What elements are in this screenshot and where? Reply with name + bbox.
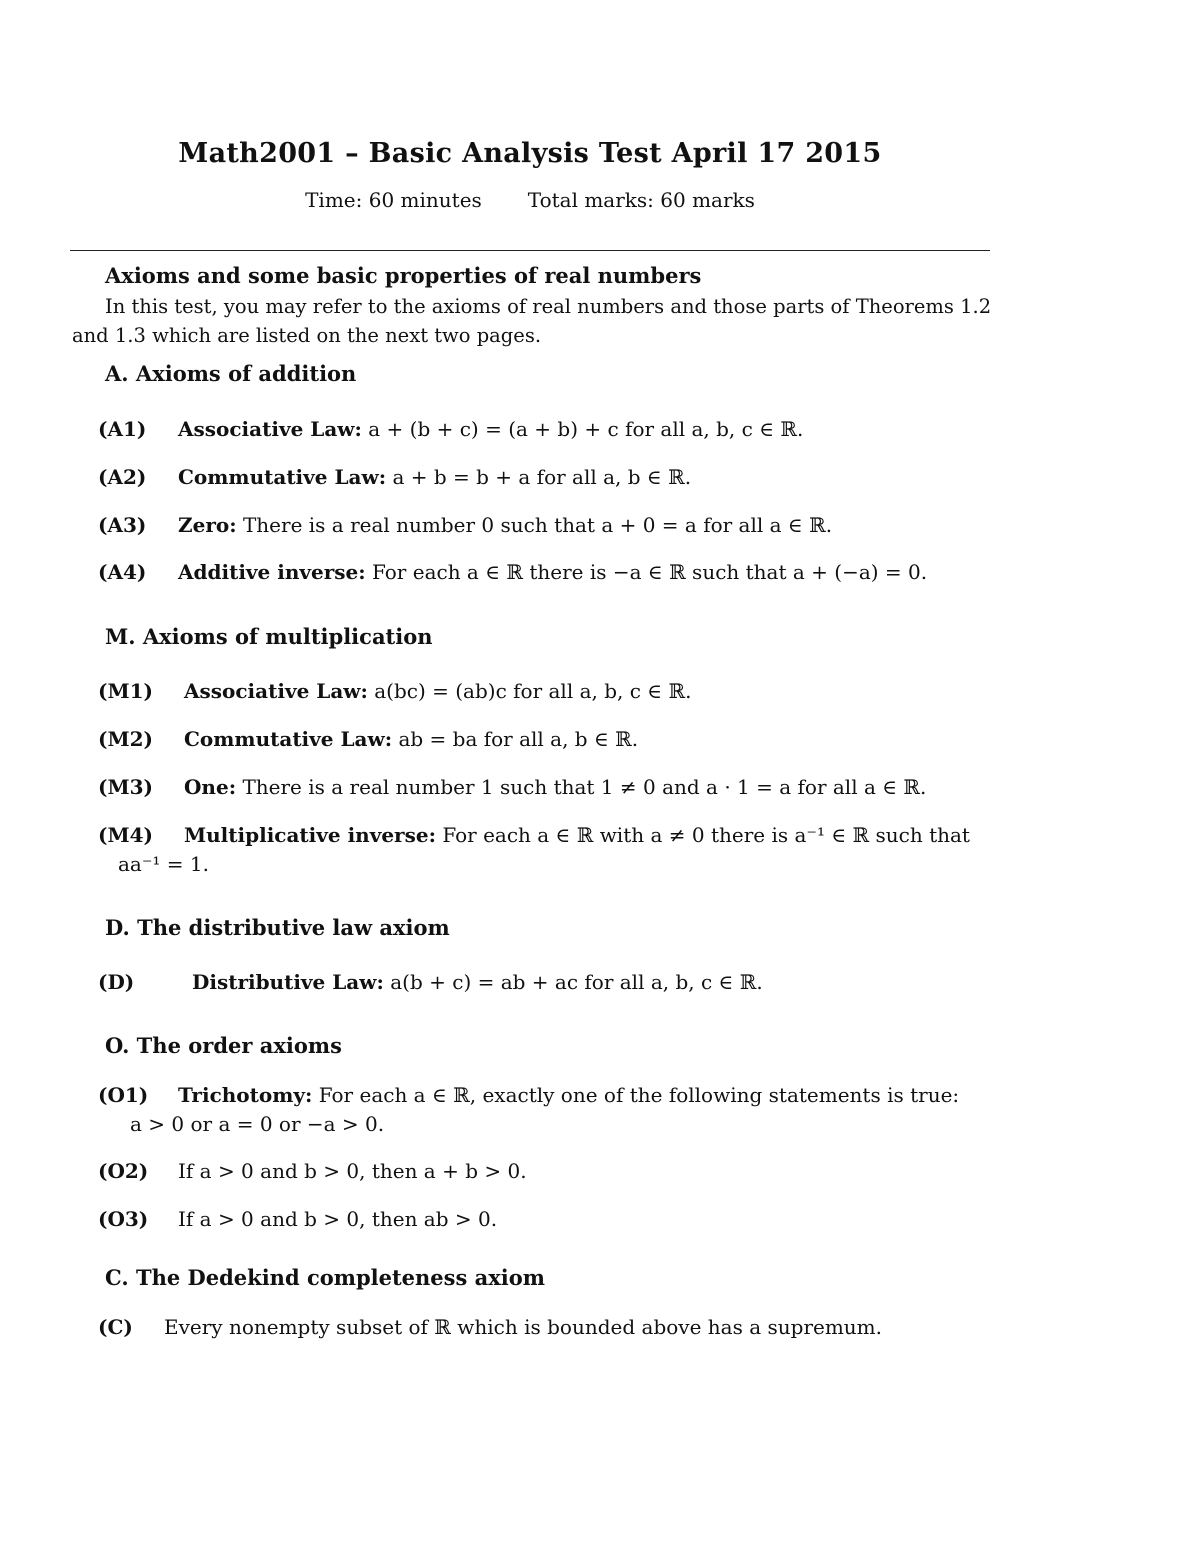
axiom-text: If a > 0 and b > 0, then a + b > 0. xyxy=(178,1159,527,1183)
axiom-name: Associative Law: xyxy=(178,417,362,441)
axiom-name: Associative Law: xyxy=(184,679,368,703)
axiom-name: Zero: xyxy=(178,513,237,537)
axiom-tag: (O3) xyxy=(98,1207,149,1231)
section-title-order: O. The order axioms xyxy=(105,1033,342,1058)
section-title-completeness: C. The Dedekind completeness axiom xyxy=(105,1265,545,1290)
axiom-text: For each a ∈ ℝ, exactly one of the following statements is true: xyxy=(318,1083,960,1107)
axiom-text: a + (b + c) = (a + b) + c for all a, b, c ∈ ℝ. xyxy=(368,417,804,441)
axiom-text: a(b + c) = ab + ac for all a, b, c ∈ ℝ. xyxy=(390,970,763,994)
axiom-name: Multiplicative inverse: xyxy=(184,823,436,847)
time-limit: Time: 60 minutes xyxy=(305,188,482,212)
axiom-tag: (M4) xyxy=(98,823,153,847)
section-title-addition: A. Axioms of addition xyxy=(105,361,357,386)
axiom-m4 xyxy=(98,821,990,879)
axiom-text: For each a ∈ ℝ with a ≠ 0 there is a⁻¹ ∈ ℝ such that xyxy=(442,823,970,847)
axiom-name: Distributive Law: xyxy=(192,970,384,994)
axiom-text-continued: a > 0 or a = 0 or −a > 0. xyxy=(130,1112,385,1136)
axiom-tag: (A4) xyxy=(98,560,147,584)
axiom-text: For each a ∈ ℝ there is −a ∈ ℝ such that a + (−a) = 0. xyxy=(371,560,928,584)
total-marks: Total marks: 60 marks xyxy=(527,188,755,212)
page-title: Math2001 – Basic Analysis Test April 17 2015 xyxy=(178,138,882,169)
axiom-text: Every nonempty subset of ℝ which is bounded above has a supremum. xyxy=(164,1315,883,1339)
axiom-tag: (A3) xyxy=(98,513,147,537)
axiom-tag: (M3) xyxy=(98,775,153,799)
axiom-m2 xyxy=(98,725,990,754)
axiom-tag: (A2) xyxy=(98,465,147,489)
intro-heading: Axioms and some basic properties of real numbers xyxy=(105,263,702,288)
axiom-text: ab = ba for all a, b ∈ ℝ. xyxy=(398,727,639,751)
axiom-name: Trichotomy: xyxy=(178,1083,313,1107)
axiom-tag: (M1) xyxy=(98,679,153,703)
axiom-text: There is a real number 0 such that a + 0 = a for all a ∈ ℝ. xyxy=(242,513,833,537)
axiom-c xyxy=(98,1313,990,1342)
axiom-tag: (M2) xyxy=(98,727,153,751)
axiom-text: If a > 0 and b > 0, then ab > 0. xyxy=(178,1207,498,1231)
exam-info xyxy=(0,188,1060,212)
axiom-tag: (A1) xyxy=(98,417,147,441)
axiom-d xyxy=(98,968,990,997)
axiom-tag: (O1) xyxy=(98,1083,149,1107)
axiom-name: Additive inverse: xyxy=(178,560,366,584)
axiom-tag: (O2) xyxy=(98,1159,149,1183)
axiom-o3 xyxy=(98,1205,990,1234)
intro-paragraph: In this test, you may refer to the axioms of real numbers and those parts of Theorems 1.2 and 1.3 which are listed on the next two pages. xyxy=(72,295,992,347)
axiom-a2 xyxy=(98,463,990,492)
axiom-a3 xyxy=(98,511,990,540)
section-title-distributive: D. The distributive law axiom xyxy=(105,915,450,940)
axiom-a4 xyxy=(98,558,990,587)
header-divider xyxy=(70,250,990,251)
axiom-name: Commutative Law: xyxy=(178,465,387,489)
section-title-multiplication: M. Axioms of multiplication xyxy=(105,624,433,649)
axiom-o1 xyxy=(98,1081,990,1139)
axiom-text-continued: aa⁻¹ = 1. xyxy=(118,852,209,876)
axiom-text: a + b = b + a for all a, b ∈ ℝ. xyxy=(392,465,692,489)
axiom-name: One: xyxy=(184,775,237,799)
axiom-tag: (D) xyxy=(98,970,135,994)
axiom-a1 xyxy=(98,415,990,444)
axiom-o2 xyxy=(98,1157,990,1186)
axiom-tag: (C) xyxy=(98,1315,133,1339)
axiom-text: a(bc) = (ab)c for all a, b, c ∈ ℝ. xyxy=(374,679,692,703)
axiom-m1 xyxy=(98,677,990,706)
axiom-text: There is a real number 1 such that 1 ≠ 0 and a · 1 = a for all a ∈ ℝ. xyxy=(242,775,927,799)
axiom-m3 xyxy=(98,773,990,802)
axiom-name: Commutative Law: xyxy=(184,727,393,751)
